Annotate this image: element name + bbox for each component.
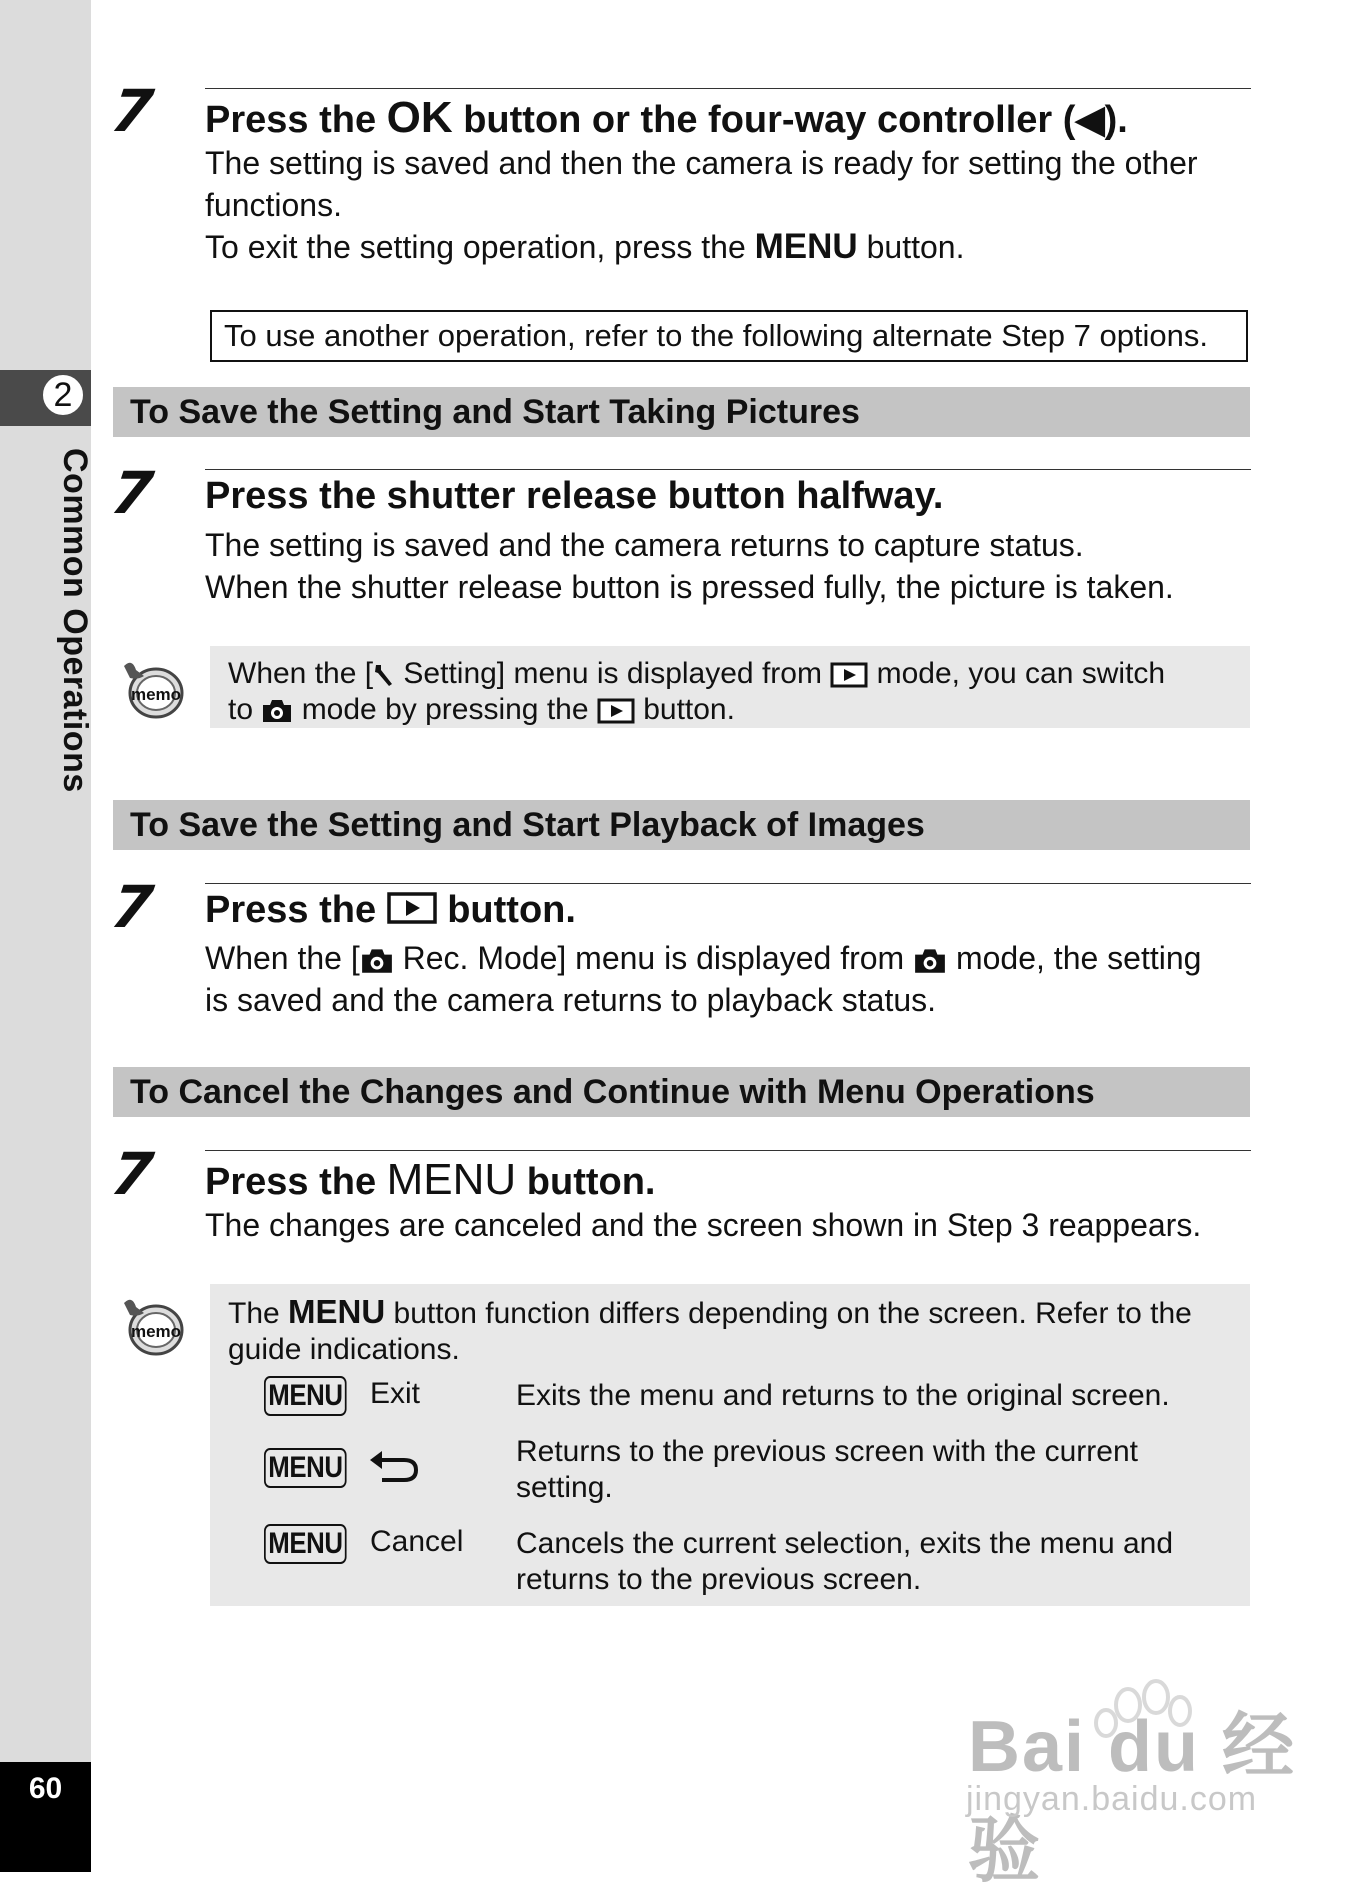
key-description: Cancels the current selection, exits the menu and returns to the previous screen. xyxy=(516,1527,1174,1596)
description-line: The setting is saved and the camera returns to capture status. xyxy=(205,527,1084,563)
svg-text:memo: memo xyxy=(130,1322,182,1341)
memo-line: to mode by pressing the button. xyxy=(228,693,735,726)
step-heading: Press the MENU button. xyxy=(205,1155,656,1204)
description-line: The setting is saved and then the camera is ready for setting the other functions. xyxy=(205,145,1198,223)
heading-text: Press the xyxy=(205,99,387,141)
key-description: Exits the menu and returns to the original screen. xyxy=(516,1379,1170,1412)
step-description xyxy=(205,524,1255,608)
step-rule xyxy=(205,1150,1251,1151)
key-label: Exit xyxy=(370,1377,421,1410)
alternate-options-note: To use another operation, refer to the following alternate Step 7 options. xyxy=(210,310,1248,362)
step-number: 7 xyxy=(107,77,158,145)
memo-icon xyxy=(120,1293,186,1359)
heading-text: button or the four-way controller ( xyxy=(452,99,1076,141)
description-line: The changes are canceled and the screen shown in Step 3 reappears. xyxy=(205,1207,1202,1243)
menu-label: MENU xyxy=(386,1155,517,1204)
menu-key-icon: MENU xyxy=(264,1524,347,1564)
memo-line: guide indications. xyxy=(228,1333,460,1366)
description-line: is saved and the camera returns to playback status. xyxy=(205,982,937,1018)
step-rule xyxy=(205,469,1251,470)
step-heading xyxy=(205,92,1251,145)
step-rule xyxy=(205,88,1251,89)
return-arrow-icon xyxy=(368,1448,420,1486)
step-description xyxy=(205,1204,1255,1246)
camera-icon xyxy=(360,947,394,975)
description-line: When the [ Rec. Mode] menu is displayed from mode, the setting xyxy=(205,940,1202,976)
page-number: 60 xyxy=(28,1772,63,1805)
section-header: To Cancel the Changes and Continue with Menu Operations xyxy=(113,1067,1250,1117)
step-rule xyxy=(205,883,1251,884)
step-heading: Press the shutter release button halfway. xyxy=(205,475,944,517)
memo-line: The MENU button function differs depending on the screen. Refer to the xyxy=(228,1293,1192,1330)
step-number: 7 xyxy=(107,459,158,527)
heading-text: ). xyxy=(1104,99,1128,141)
ok-label: OK xyxy=(386,93,453,142)
camera-icon xyxy=(261,698,293,724)
memo-box xyxy=(210,646,1250,728)
chapter-title: Common Operations xyxy=(56,448,94,793)
left-arrow-icon: ◀ xyxy=(1075,99,1105,141)
memo-line: When the [ Setting] menu is displayed from mode, you can switch xyxy=(228,657,1166,690)
section-header: To Save the Setting and Start Taking Pictures xyxy=(113,387,1250,437)
step-description xyxy=(205,937,1255,1021)
section-header: To Save the Setting and Start Playback of Images xyxy=(113,800,1250,850)
playback-icon xyxy=(387,892,437,924)
step-number: 7 xyxy=(107,1140,158,1208)
memo-icon xyxy=(120,656,186,722)
menu-key-row xyxy=(264,1448,360,1488)
chapter-number: 2 xyxy=(40,372,86,418)
wrench-icon xyxy=(373,662,395,688)
menu-key-icon: MENU xyxy=(264,1448,347,1488)
step-heading: Press the button. xyxy=(205,889,576,931)
playback-icon xyxy=(597,698,635,724)
chapter-sidebar xyxy=(0,0,91,1872)
menu-label: MENU xyxy=(288,1293,386,1330)
menu-label: MENU xyxy=(754,227,858,266)
svg-text:memo: memo xyxy=(130,685,182,704)
playback-icon xyxy=(830,662,868,688)
description-line: To exit the setting operation, press the MENU button. xyxy=(205,227,965,266)
description-line: When the shutter release button is pressed fully, the picture is taken. xyxy=(205,569,1174,605)
step-number: 7 xyxy=(107,873,158,941)
menu-key-icon: MENU xyxy=(264,1376,347,1416)
watermark-url: jingyan.baidu.com xyxy=(966,1780,1258,1818)
menu-key-row xyxy=(264,1376,421,1416)
key-label: Cancel xyxy=(370,1525,464,1558)
watermark-logo: Bai du 经验 xyxy=(968,1707,1297,1891)
menu-key-row xyxy=(264,1524,464,1564)
step-description xyxy=(205,142,1255,268)
key-description: Returns to the previous screen with the current setting. xyxy=(516,1435,1138,1504)
camera-icon xyxy=(913,947,947,975)
